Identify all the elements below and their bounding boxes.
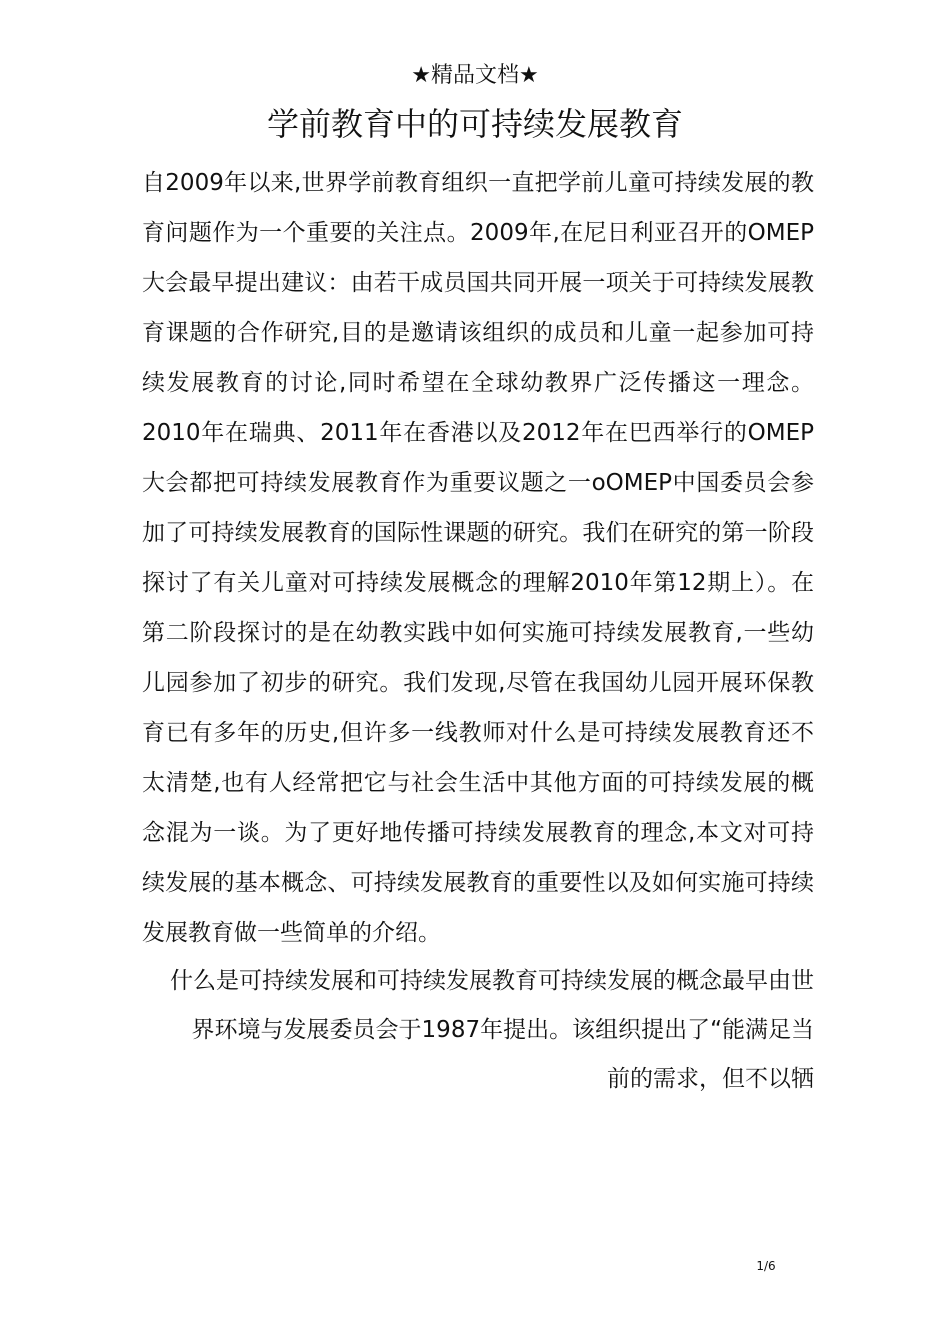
closing-line: 前的需求，但不以牺 xyxy=(607,1066,814,1092)
closing-paragraph xyxy=(142,957,814,1104)
page-number: 1/6 xyxy=(756,1259,776,1273)
header-mark: ★精品文档★ xyxy=(411,63,539,88)
closing-line: 什么是可持续发展和可持续发展教育可持续发展的概念最早由世 xyxy=(170,968,814,994)
document-title: 学前教育中的可持续发展教育 xyxy=(266,105,683,143)
body-paragraph: 自2009年以来,世界学前教育组织一直把学前儿童可持续发展的教育问题作为一个重要的关注点。2009年,在尼日利亚召开的OMEP大会最早提出建议：由若干成员国共同开展一项关于可持续发展教育课题的合作研究,目的是邀请该组织的成员和儿童一起参加可持续发展教育的讨论,同时希望在全球幼教界广泛传播这一理念。2010年在瑞典、2011年在香港以及2012年在巴西举行的OMEP大会都把可持续发展教育作为重要议题之一oOMEP中国委员会参加了可持续发展教育的国际性课题的研究。我们在研究的第一阶段探讨了有关儿童对可持续发展概念的理解2010年第12期上）。在第二阶段探讨的是在幼教实践中如何实施可持续发展教育,一些幼儿园参加了初步的研究。我们发现,尽管在我国幼儿园开展环保教育已有多年的历史,但许多一线教师对什么是可持续发展教育还不太清楚,也有人经常把它与社会生活中其他方面的可持续发展的概念混为一谈。为了更好地传播可持续发展教育的理念,本文对可持续发展的基本概念、可持续发展教育的重要性以及如何实施可持续发展教育做一些简单的介绍。 xyxy=(142,170,814,946)
closing-line: 界环境与发展委员会于1987年提出。该组织提出了“能满足当 xyxy=(191,1017,814,1043)
